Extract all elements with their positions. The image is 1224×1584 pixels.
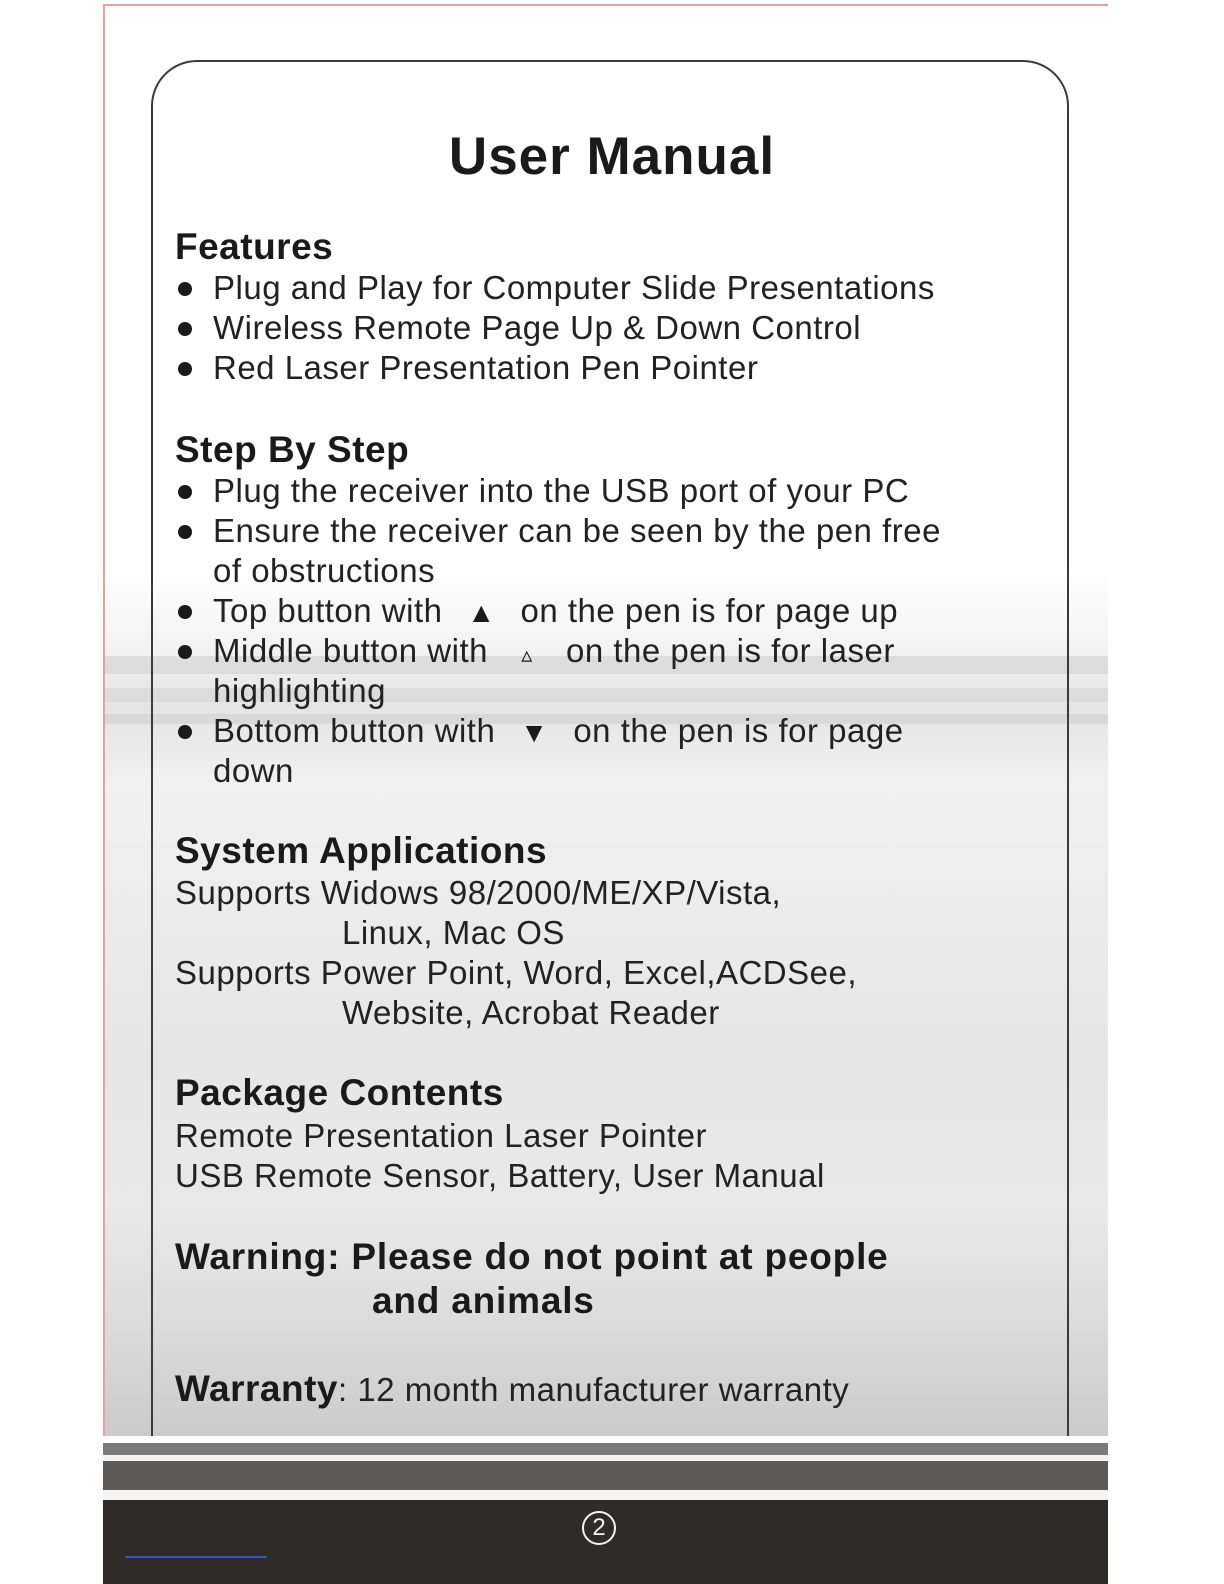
- bullet-icon: [178, 525, 192, 539]
- bullet-icon: [178, 645, 192, 659]
- bullet-icon: [178, 605, 192, 619]
- step-item-continuation: down: [213, 752, 294, 789]
- page-down-triangle-icon: ▼: [520, 717, 549, 748]
- step-item: Plug the receiver into the USB port of your PC: [213, 471, 909, 511]
- feature-item: Red Laser Presentation Pen Pointer: [213, 348, 758, 388]
- step-item: Top button with ▲ on the pen is for page up: [213, 591, 898, 633]
- feature-item: Wireless Remote Page Up & Down Control: [213, 308, 861, 348]
- features-heading: Features: [175, 226, 334, 267]
- step-item: Middle button with ▵ on the pen is for laser: [213, 631, 895, 675]
- page-up-triangle-icon: ▲: [467, 597, 496, 628]
- link-underline: [125, 1556, 267, 1558]
- warning-text: Warning: Please do not point at people: [175, 1236, 889, 1277]
- steps-heading: Step By Step: [175, 429, 410, 470]
- step-item-continuation: of obstructions: [213, 552, 436, 589]
- warranty-label: Warranty: [175, 1368, 339, 1409]
- footer-stripe: [103, 1461, 1108, 1490]
- system-line: Supports Widows 98/2000/ME/XP/Vista,: [175, 874, 782, 911]
- package-contents-heading: Package Contents: [175, 1072, 504, 1113]
- bullet-icon: [178, 725, 192, 739]
- page-number: 2: [582, 1511, 616, 1545]
- bullet-icon: [178, 282, 192, 296]
- system-line: Supports Power Point, Word, Excel,ACDSee,: [175, 954, 858, 991]
- footer-stripe: [103, 1436, 1108, 1443]
- bullet-icon: [178, 362, 192, 376]
- laser-triangle-icon: ▵: [521, 642, 533, 667]
- system-line: Linux, Mac OS: [342, 914, 565, 951]
- feature-item: Plug and Play for Computer Slide Presentations: [213, 268, 935, 308]
- package-line: USB Remote Sensor, Battery, User Manual: [175, 1157, 825, 1194]
- warranty-text: : 12 month manufacturer warranty: [338, 1371, 850, 1408]
- footer-stripe: [103, 1443, 1108, 1455]
- warning-text-continuation: and animals: [372, 1280, 595, 1321]
- step-item: Ensure the receiver can be seen by the pen free: [213, 511, 941, 551]
- page-title: User Manual: [448, 127, 776, 186]
- bullet-icon: [178, 485, 192, 499]
- system-line: Website, Acrobat Reader: [342, 994, 720, 1031]
- system-applications-heading: System Applications: [175, 830, 548, 871]
- step-item-continuation: highlighting: [213, 672, 386, 709]
- footer-stripe: [103, 1490, 1108, 1500]
- bullet-icon: [178, 322, 192, 336]
- step-item: Bottom button with ▼ on the pen is for page: [213, 711, 904, 753]
- package-line: Remote Presentation Laser Pointer: [175, 1117, 707, 1154]
- warranty-line: [175, 1369, 849, 1410]
